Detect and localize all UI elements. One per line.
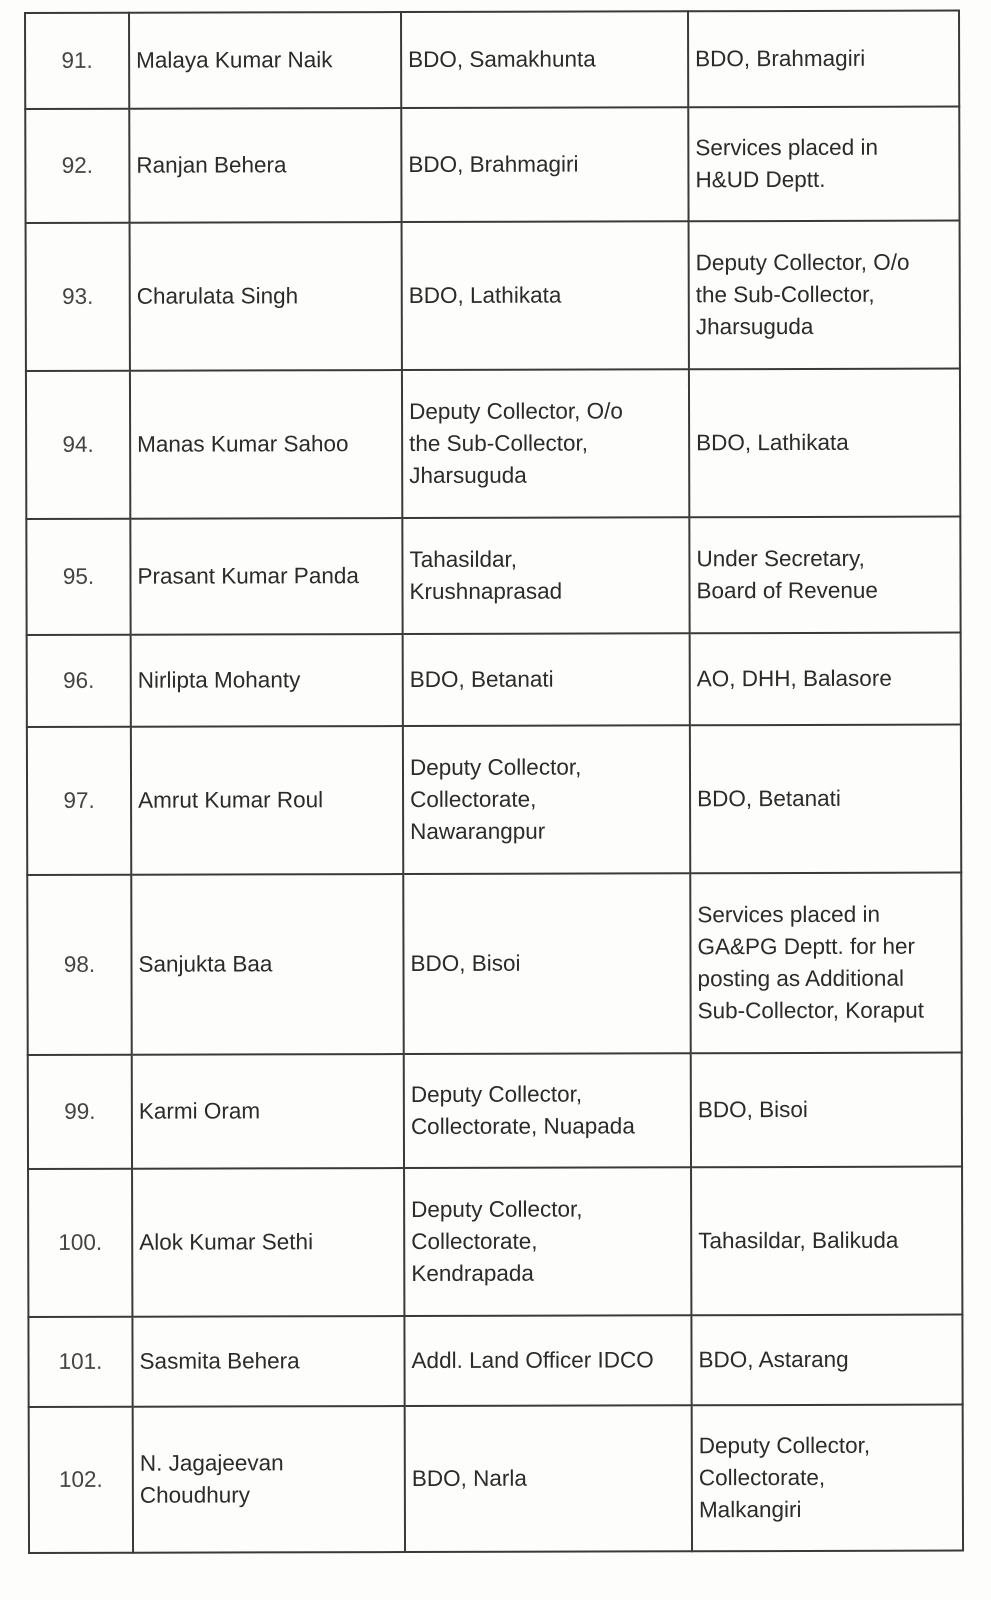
serial-number: 100.: [28, 1169, 132, 1317]
present-posting: Deputy Collector, Collectorate, Nuapada: [404, 1053, 691, 1168]
new-posting: Deputy Collector, O/o the Sub-Collector, Jharsuguda: [689, 221, 960, 370]
officer-name: Manas Kumar Sahoo: [130, 370, 402, 519]
officer-name: N. Jagajeevan Choudhury: [133, 1406, 405, 1553]
officer-name: Alok Kumar Sethi: [132, 1168, 404, 1317]
table-row: [29, 1405, 963, 1553]
serial-number: 97.: [27, 727, 131, 875]
new-posting: BDO, Lathikata: [689, 369, 960, 518]
table-row: [27, 633, 961, 727]
table-row: [28, 1053, 962, 1169]
officer-name: Prasant Kumar Panda: [130, 518, 402, 635]
officer-name: Nirlipta Mohanty: [131, 634, 403, 727]
serial-number: 93.: [26, 223, 130, 371]
present-posting: BDO, Samakhunta: [401, 11, 688, 108]
serial-number: 94.: [26, 371, 130, 519]
present-posting: Deputy Collector, Collectorate, Nawarangpur: [403, 725, 690, 874]
present-posting: Addl. Land Officer IDCO: [404, 1315, 691, 1406]
serial-number: 102.: [29, 1407, 133, 1553]
new-posting: Tahasildar, Balikuda: [691, 1167, 962, 1316]
table-row: [27, 873, 961, 1055]
table-row: [25, 11, 959, 109]
new-posting: Services placed in GA&PG Deptt. for her posting as Additional Sub-Collector, Koraput: [690, 873, 961, 1054]
officer-name: Karmi Oram: [132, 1054, 404, 1169]
table-row: [27, 725, 961, 875]
present-posting: Tahasildar, Krushnaprasad: [402, 517, 689, 634]
new-posting: Services placed in H&UD Deptt.: [688, 107, 959, 222]
new-posting: BDO, Brahmagiri: [688, 11, 959, 108]
serial-number: 92.: [25, 109, 129, 223]
new-posting: Under Secretary, Board of Revenue: [689, 517, 960, 634]
table-row: [28, 1315, 962, 1407]
table-row: [26, 517, 960, 635]
officer-name: Amrut Kumar Roul: [131, 726, 403, 875]
present-posting: BDO, Narla: [405, 1405, 692, 1552]
officer-name: Ranjan Behera: [129, 108, 401, 223]
serial-number: 95.: [26, 519, 130, 635]
table-row: [25, 107, 959, 223]
present-posting: BDO, Lathikata: [402, 221, 689, 370]
serial-number: 96.: [27, 635, 131, 727]
serial-number: 99.: [28, 1055, 132, 1169]
present-posting: BDO, Bisoi: [403, 873, 690, 1054]
officer-name: Malaya Kumar Naik: [129, 12, 401, 109]
serial-number: 91.: [25, 13, 129, 109]
present-posting: Deputy Collector, O/o the Sub-Collector, Jharsuguda: [402, 369, 689, 518]
new-posting: BDO, Betanati: [690, 725, 961, 874]
serial-number: 101.: [28, 1317, 132, 1407]
officer-name: Sanjukta Baa: [131, 874, 403, 1055]
present-posting: BDO, Betanati: [403, 633, 690, 726]
table-row: [26, 221, 960, 371]
officer-name: Sasmita Behera: [132, 1316, 404, 1407]
new-posting: AO, DHH, Balasore: [690, 633, 961, 726]
new-posting: Deputy Collector, Collectorate, Malkangiri: [692, 1405, 963, 1552]
serial-number: 98.: [27, 875, 131, 1055]
officer-name: Charulata Singh: [130, 222, 402, 371]
table-row: [26, 369, 960, 519]
new-posting: BDO, Astarang: [691, 1315, 962, 1406]
new-posting: BDO, Bisoi: [691, 1053, 962, 1168]
present-posting: BDO, Brahmagiri: [401, 107, 688, 222]
table-row: [28, 1167, 962, 1317]
transfer-posting-table: [24, 10, 964, 1554]
present-posting: Deputy Collector, Collectorate, Kendrapada: [404, 1167, 691, 1316]
